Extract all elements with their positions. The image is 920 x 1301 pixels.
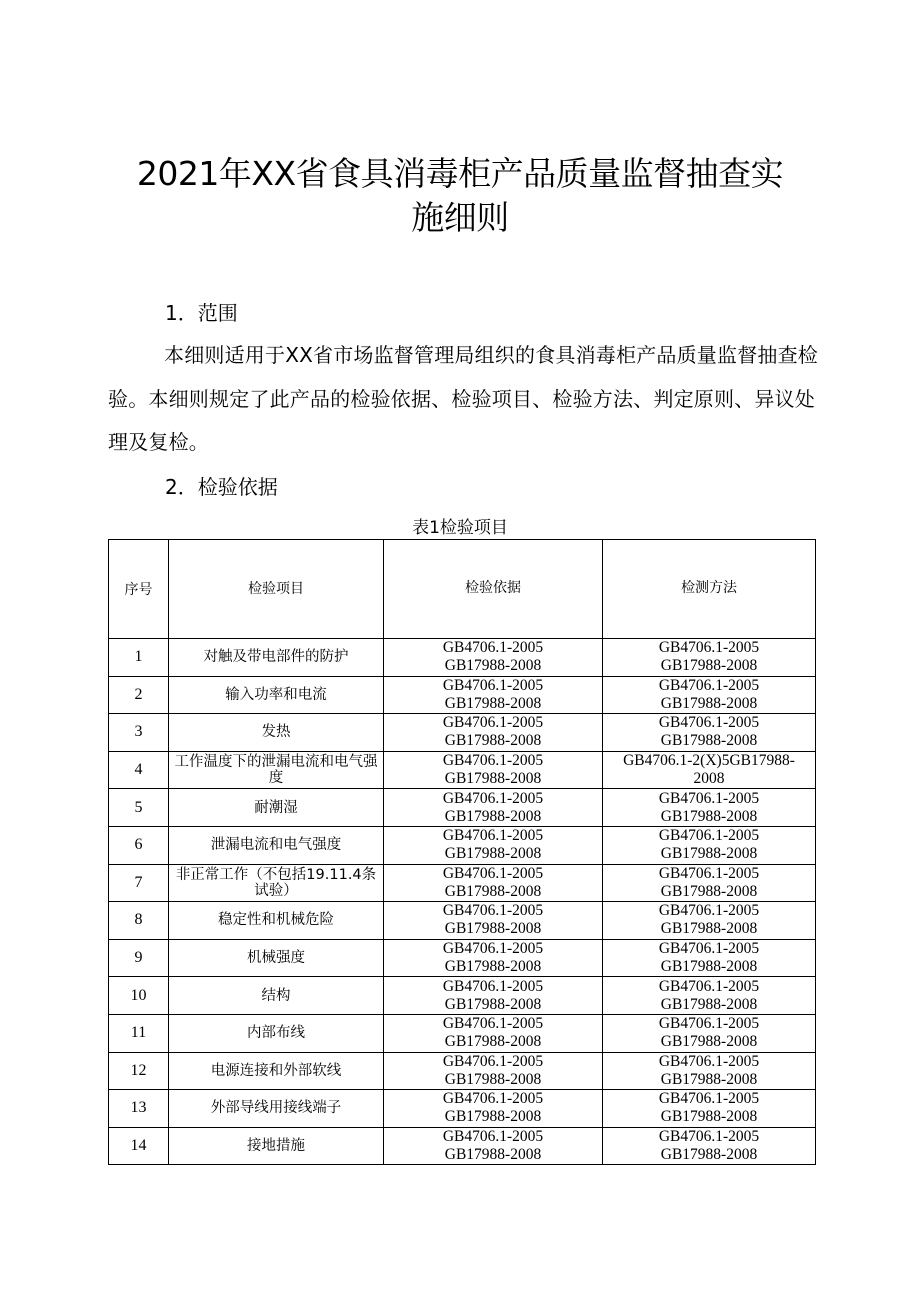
cell-item: 稳定性和机械危险 [169, 902, 384, 940]
basis-line: GB4706.1-2005 [442, 902, 544, 920]
header-basis: 检验依据 [384, 540, 603, 639]
cell-method [603, 751, 816, 789]
cell-method [603, 1090, 816, 1128]
cell-basis [384, 676, 603, 714]
cell-basis [384, 639, 603, 677]
basis-line: GB17988-2008 [444, 770, 542, 788]
cell-basis [384, 977, 603, 1015]
cell-method [603, 977, 816, 1015]
cell-item: 工作温度下的泄漏电流和电气强度 [169, 751, 384, 789]
basis-line: GB17988-2008 [444, 845, 542, 863]
document-title-line-2: 施细则 [411, 198, 509, 237]
method-line: GB17988-2008 [660, 882, 758, 900]
basis-line: GB4706.1-2005 [442, 714, 544, 732]
basis-line: GB17988-2008 [444, 807, 542, 825]
header-item: 检验项目 [169, 540, 384, 639]
method-line: GB4706.1-2005 [658, 714, 760, 732]
cell-basis [384, 714, 603, 752]
cell-no: 3 [109, 714, 169, 752]
cell-no: 11 [109, 1014, 169, 1052]
method-line: 2008 [693, 770, 725, 788]
cell-no: 10 [109, 977, 169, 1015]
basis-line: GB4706.1-2005 [442, 1128, 544, 1146]
header-no: 序号 [109, 540, 169, 639]
cell-item: 电源连接和外部软线 [169, 1052, 384, 1090]
cell-method [603, 902, 816, 940]
cell-no: 13 [109, 1090, 169, 1128]
header-method: 检测方法 [603, 540, 816, 639]
basis-line: GB4706.1-2005 [442, 977, 544, 995]
method-line: GB4706.1-2005 [658, 902, 760, 920]
basis-line: GB17988-2008 [444, 1146, 542, 1164]
table-row [109, 902, 816, 940]
cell-basis [384, 826, 603, 864]
cell-no: 12 [109, 1052, 169, 1090]
cell-no: 14 [109, 1127, 169, 1165]
method-line: GB17988-2008 [660, 732, 758, 750]
method-line: GB17988-2008 [660, 807, 758, 825]
table-row [109, 714, 816, 752]
basis-line: GB17988-2008 [444, 1033, 542, 1051]
method-line: GB4706.1-2005 [658, 1128, 760, 1146]
method-line: GB4706.1-2005 [658, 1052, 760, 1070]
cell-method [603, 939, 816, 977]
method-line: GB4706.1-2005 [658, 1090, 760, 1108]
method-line: GB4706.1-2005 [658, 639, 760, 657]
cell-item: 发热 [169, 714, 384, 752]
basis-line: GB17988-2008 [444, 958, 542, 976]
basis-line: GB17988-2008 [444, 1070, 542, 1088]
basis-line: GB4706.1-2005 [442, 676, 544, 694]
cell-item: 外部导线用接线端子 [169, 1090, 384, 1128]
basis-line: GB4706.1-2005 [442, 789, 544, 807]
cell-basis [384, 751, 603, 789]
basis-line: GB4706.1-2005 [442, 864, 544, 882]
table-row [109, 789, 816, 827]
cell-basis [384, 864, 603, 902]
method-line: GB17988-2008 [660, 958, 758, 976]
cell-no: 6 [109, 826, 169, 864]
method-line: GB4706.1-2005 [658, 940, 760, 958]
method-line: GB17988-2008 [660, 995, 758, 1013]
cell-method [603, 639, 816, 677]
basis-line: GB4706.1-2005 [442, 1052, 544, 1070]
cell-method [603, 1127, 816, 1165]
method-line: GB17988-2008 [660, 1108, 758, 1126]
basis-line: GB17988-2008 [444, 732, 542, 750]
basis-line: GB17988-2008 [444, 1108, 542, 1126]
cell-method [603, 1052, 816, 1090]
method-line: GB17988-2008 [660, 1033, 758, 1051]
basis-line: GB17988-2008 [444, 657, 542, 675]
table-row [109, 676, 816, 714]
basis-line: GB17988-2008 [444, 995, 542, 1013]
method-line: GB17988-2008 [660, 694, 758, 712]
table-body [109, 639, 816, 1165]
method-line: GB17988-2008 [660, 657, 758, 675]
table-row [109, 1052, 816, 1090]
basis-line: GB4706.1-2005 [442, 752, 544, 770]
table-row [109, 1127, 816, 1165]
table-header-row [109, 540, 816, 639]
cell-method [603, 864, 816, 902]
cell-item: 泄漏电流和电气强度 [169, 826, 384, 864]
cell-basis [384, 939, 603, 977]
cell-no: 5 [109, 789, 169, 827]
method-line: GB4706.1-2005 [658, 977, 760, 995]
table-row [109, 977, 816, 1015]
cell-no: 9 [109, 939, 169, 977]
method-line: GB4706.1-2005 [658, 1015, 760, 1033]
basis-line: GB4706.1-2005 [442, 1015, 544, 1033]
method-line: GB17988-2008 [660, 920, 758, 938]
cell-no: 4 [109, 751, 169, 789]
method-line: GB4706.1-2005 [658, 827, 760, 845]
table-row [109, 939, 816, 977]
cell-no: 8 [109, 902, 169, 940]
basis-line: GB17988-2008 [444, 920, 542, 938]
table-caption: 表1检验项目 [412, 518, 508, 538]
cell-method [603, 789, 816, 827]
cell-method [603, 1014, 816, 1052]
inspection-items-table [108, 539, 816, 1165]
basis-line: GB4706.1-2005 [442, 940, 544, 958]
cell-item: 内部布线 [169, 1014, 384, 1052]
document-title-line-1: 2021年XX省食具消毒柜产品质量监督抽查实 [136, 154, 784, 193]
method-line: GB4706.1-2005 [658, 676, 760, 694]
method-line: GB4706.1-2005 [658, 864, 760, 882]
cell-method [603, 676, 816, 714]
cell-basis [384, 789, 603, 827]
section-1-heading: 1．范围 [165, 301, 238, 325]
method-line: GB4706.1-2(X)5GB17988- [623, 752, 795, 770]
table-row [109, 1090, 816, 1128]
cell-basis [384, 1127, 603, 1165]
basis-line: GB4706.1-2005 [442, 1090, 544, 1108]
cell-item: 对触及带电部件的防护 [169, 639, 384, 677]
table-row [109, 1014, 816, 1052]
method-line: GB17988-2008 [660, 1070, 758, 1088]
cell-no: 2 [109, 676, 169, 714]
basis-line: GB4706.1-2005 [442, 639, 544, 657]
section-2-heading: 2．检验依据 [165, 475, 278, 499]
cell-item: 结构 [169, 977, 384, 1015]
table-row [109, 864, 816, 902]
method-line: GB17988-2008 [660, 1146, 758, 1164]
cell-basis [384, 1014, 603, 1052]
table-row [109, 751, 816, 789]
cell-item: 非正常工作（不包括19.11.4条试验） [169, 864, 384, 902]
cell-item: 耐潮湿 [169, 789, 384, 827]
cell-item: 接地措施 [169, 1127, 384, 1165]
table-row [109, 639, 816, 677]
cell-basis [384, 902, 603, 940]
basis-line: GB17988-2008 [444, 694, 542, 712]
cell-method [603, 826, 816, 864]
cell-basis [384, 1052, 603, 1090]
basis-line: GB17988-2008 [444, 882, 542, 900]
cell-item: 机械强度 [169, 939, 384, 977]
cell-basis [384, 1090, 603, 1128]
basis-line: GB4706.1-2005 [442, 827, 544, 845]
method-line: GB4706.1-2005 [658, 789, 760, 807]
table-row [109, 826, 816, 864]
cell-item: 输入功率和电流 [169, 676, 384, 714]
cell-no: 7 [109, 864, 169, 902]
method-line: GB17988-2008 [660, 845, 758, 863]
cell-no: 1 [109, 639, 169, 677]
cell-method [603, 714, 816, 752]
section-1-paragraph: 本细则适用于XX省市场监督管理局组织的食具消毒柜产品质量监督抽查检验。本细则规定了此产品的检验依据、检验项目、检验方法、判定原则、异议处理及复检。 [108, 343, 819, 454]
